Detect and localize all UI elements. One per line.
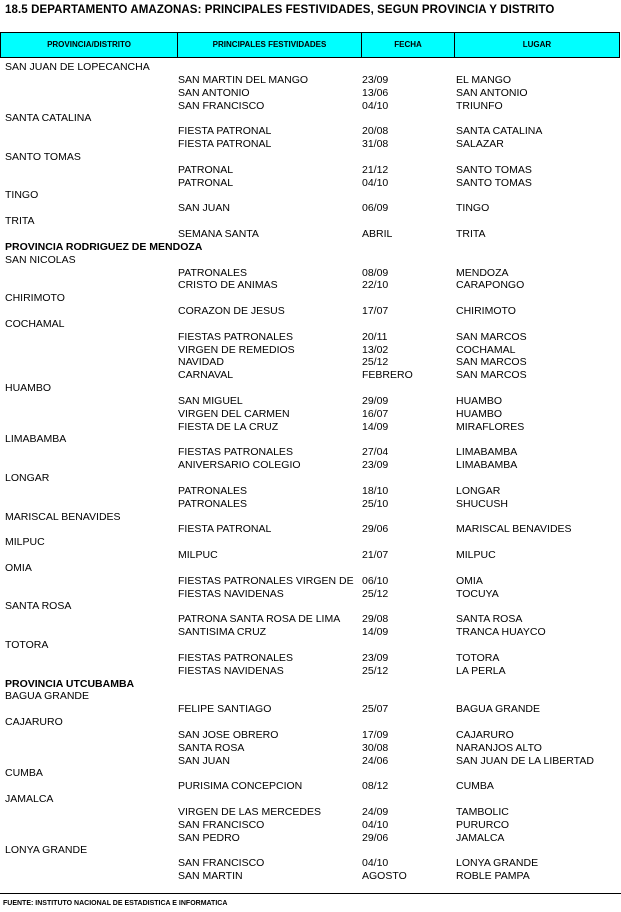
festividad-cell: CORAZON DE JESUS [178, 305, 285, 318]
district-name: CHIRIMOTO [5, 292, 65, 305]
table-row [0, 164, 621, 177]
table-row [0, 369, 621, 382]
fecha-cell: 04/10 [362, 99, 389, 112]
fecha-cell: 25/12 [362, 356, 389, 369]
table-row [0, 498, 621, 511]
province-row [0, 241, 621, 254]
lugar-cell: SAN ANTONIO [456, 86, 528, 99]
festividad-cell: CARNAVAL [178, 369, 234, 382]
festividad-cell: CRISTO DE ANIMAS [178, 279, 278, 292]
table-row [0, 626, 621, 639]
fecha-cell: 04/10 [362, 818, 389, 831]
festividad-cell: NAVIDAD [178, 356, 224, 369]
lugar-cell: SAN JUAN DE LA LIBERTAD [456, 754, 594, 767]
lugar-cell: CHIRIMOTO [456, 305, 516, 318]
lugar-cell: TRANCA HUAYCO [456, 626, 546, 639]
festividad-cell: FIESTAS PATRONALES [178, 446, 293, 459]
table-row [0, 408, 621, 421]
festividad-cell: PATRONALES [178, 497, 248, 510]
fecha-cell: 23/09 [362, 459, 389, 472]
district-name: TINGO [5, 189, 39, 202]
table-row [0, 279, 621, 292]
festividad-cell: FIESTAS PATRONALES [178, 651, 293, 664]
fecha-cell: 18/10 [362, 484, 389, 497]
festividad-cell: MILPUC [178, 549, 218, 562]
header-fecha: FECHA [362, 33, 455, 57]
district-name: LONGAR [5, 472, 50, 484]
fecha-cell: 22/10 [362, 279, 389, 292]
lugar-cell: TOCUYA [456, 587, 499, 600]
lugar-cell: JAMALCA [456, 831, 505, 844]
lugar-cell: OMIA [456, 574, 483, 587]
fecha-cell: 29/06 [362, 523, 389, 536]
district-name: TOTORA [5, 638, 49, 651]
province-row [0, 678, 621, 691]
festividad-cell: SAN MIGUEL [178, 394, 243, 407]
lugar-cell: LA PERLA [456, 664, 506, 677]
fecha-cell: 23/09 [362, 651, 389, 664]
fecha-cell: 27/04 [362, 446, 389, 459]
lugar-cell: CUMBA [456, 780, 494, 793]
district-row [0, 292, 621, 305]
table-row [0, 87, 621, 100]
lugar-cell: NARANJOS ALTO [456, 741, 542, 754]
fecha-cell: ABRIL [362, 227, 393, 240]
fecha-cell: 24/09 [362, 805, 389, 818]
table-row [0, 395, 621, 408]
lugar-cell: SAN MARCOS [456, 356, 527, 369]
table-row [0, 703, 621, 716]
lugar-cell: SHUCUSH [456, 497, 508, 510]
table-row [0, 177, 621, 190]
district-name: SANTO TOMAS [5, 150, 81, 163]
lugar-cell: TRITA [456, 227, 486, 240]
district-name: LONYA GRANDE [5, 844, 88, 857]
table-row [0, 523, 621, 536]
district-row [0, 318, 621, 331]
festividad-cell: FIESTAS PATRONALES [178, 330, 293, 343]
table-row [0, 613, 621, 626]
lugar-cell: SANTO TOMAS [456, 176, 532, 189]
district-row [0, 472, 621, 485]
lugar-cell: PURURCO [456, 818, 510, 831]
table-row [0, 806, 621, 819]
fecha-cell: FEBRERO [362, 369, 413, 382]
district-name: SAN NICOLAS [5, 253, 76, 266]
fecha-cell: 20/08 [362, 125, 389, 138]
table-row [0, 421, 621, 434]
lugar-cell: TOTORA [456, 651, 500, 664]
table-row [0, 485, 621, 498]
fecha-cell: 17/09 [362, 728, 389, 741]
table-row [0, 729, 621, 742]
lugar-cell: LONGAR [456, 484, 501, 497]
table-row [0, 549, 621, 562]
district-name: MILPUC [5, 536, 45, 549]
festividad-cell: PATRONALES [178, 266, 248, 279]
fecha-cell: 13/06 [362, 86, 389, 99]
table-row [0, 459, 621, 472]
district-name: JAMALCA [5, 793, 54, 806]
festividad-cell: SANTISIMA CRUZ [178, 626, 267, 639]
festividad-cell: PURISIMA CONCEPCION [178, 780, 303, 793]
festividad-cell: SAN FRANCISCO [178, 818, 265, 831]
fecha-cell: 04/10 [362, 176, 389, 189]
district-row [0, 690, 621, 703]
district-row [0, 562, 621, 575]
fecha-cell: 14/09 [362, 420, 389, 433]
district-row [0, 112, 621, 125]
festividad-cell: PATRONALES [178, 484, 248, 497]
table-row [0, 819, 621, 832]
lugar-cell: LIMABAMBA [456, 459, 518, 472]
lugar-cell: MENDOZA [456, 266, 509, 279]
festividad-cell: PATRONAL [178, 163, 234, 176]
table-row [0, 267, 621, 280]
festividad-cell: FIESTAS NAVIDENAS [178, 664, 284, 677]
lugar-cell: CARAPONGO [456, 279, 525, 292]
festividad-cell: FIESTA PATRONAL [178, 125, 272, 138]
fecha-cell: 08/09 [362, 266, 389, 279]
fecha-cell: AGOSTO [362, 870, 407, 883]
table-row [0, 125, 621, 138]
table-row [0, 857, 621, 870]
table-row [0, 74, 621, 87]
festividad-cell: FIESTA PATRONAL [178, 138, 272, 151]
lugar-cell: LIMABAMBA [456, 446, 518, 459]
fecha-cell: 17/07 [362, 305, 389, 318]
festividad-cell: ANIVERSARIO COLEGIO [178, 459, 301, 472]
lugar-cell: TINGO [456, 202, 490, 215]
province-name: PROVINCIA UTCUBAMBA [5, 677, 135, 690]
lugar-cell: SANTA CATALINA [456, 125, 543, 138]
festividad-cell: VIRGEN DE LAS MERCEDES [178, 805, 321, 818]
district-name: CUMBA [5, 767, 43, 780]
table-row [0, 780, 621, 793]
lugar-cell: MIRAFLORES [456, 420, 525, 433]
fecha-cell: 25/10 [362, 497, 389, 510]
lugar-cell: CAJARURO [456, 728, 514, 741]
festividad-cell: VIRGEN DEL CARMEN [178, 407, 290, 420]
district-row [0, 767, 621, 780]
district-row [0, 600, 621, 613]
lugar-cell: LONYA GRANDE [456, 857, 539, 870]
fecha-cell: 30/08 [362, 741, 389, 754]
district-row [0, 215, 621, 228]
table-row [0, 665, 621, 678]
lugar-cell: SANTO TOMAS [456, 163, 532, 176]
lugar-cell: HUAMBO [456, 394, 503, 407]
festividad-cell: SANTA ROSA [178, 741, 245, 754]
district-row [0, 382, 621, 395]
fecha-cell: 04/10 [362, 857, 389, 870]
district-row [0, 716, 621, 729]
lugar-cell: HUAMBO [456, 407, 503, 420]
fecha-cell: 24/06 [362, 754, 389, 767]
fecha-cell: 21/12 [362, 163, 389, 176]
table-row [0, 202, 621, 215]
table-row [0, 755, 621, 768]
festividad-cell: SAN PEDRO [178, 831, 240, 844]
fecha-cell: 29/06 [362, 831, 389, 844]
festividad-cell: FIESTAS NAVIDENAS [178, 587, 284, 600]
lugar-cell: ROBLE PAMPA [456, 870, 530, 883]
lugar-cell: MARISCAL BENAVIDES [456, 523, 572, 536]
lugar-cell: TAMBOLIC [456, 805, 509, 818]
fecha-cell: 29/08 [362, 613, 389, 626]
fecha-cell: 20/11 [362, 330, 388, 343]
lugar-cell: COCHAMAL [456, 343, 516, 356]
district-row [0, 536, 621, 549]
district-name: COCHAMAL [5, 317, 65, 330]
district-row [0, 254, 621, 267]
fecha-cell: 25/12 [362, 664, 389, 677]
lugar-cell: SAN MARCOS [456, 330, 527, 343]
table-row [0, 832, 621, 845]
festividad-cell: SAN MARTIN DEL MANGO [178, 73, 309, 86]
festividad-cell: SAN MARTIN [178, 870, 243, 883]
header-festividades: PRINCIPALES FESTIVIDADES [178, 33, 362, 57]
table-row [0, 356, 621, 369]
festividad-cell: SAN JUAN [178, 754, 230, 767]
festividad-cell: VIRGEN DE REMEDIOS [178, 343, 295, 356]
district-name: MARISCAL BENAVIDES [5, 510, 121, 523]
festividad-cell: SEMANA SANTA [178, 227, 259, 240]
lugar-cell: SAN MARCOS [456, 369, 527, 382]
table-row [0, 446, 621, 459]
district-row [0, 189, 621, 202]
table-header [0, 32, 620, 58]
district-name: HUAMBO [5, 382, 52, 395]
table-row [0, 305, 621, 318]
festividad-cell: SAN ANTONIO [178, 86, 250, 99]
table-row [0, 344, 621, 357]
lugar-cell: TRIUNFO [456, 99, 503, 112]
festividad-cell: SAN JUAN [178, 202, 230, 215]
lugar-cell: EL MANGO [456, 73, 512, 86]
district-name: TRITA [5, 215, 35, 228]
lugar-cell: MILPUC [456, 549, 496, 562]
district-row [0, 793, 621, 806]
table-row [0, 228, 621, 241]
fecha-cell: 23/09 [362, 73, 389, 86]
fecha-cell: 06/09 [362, 202, 389, 215]
fecha-cell: 16/07 [362, 407, 389, 420]
table-row [0, 575, 621, 588]
table-row [0, 870, 621, 883]
fecha-cell: 21/07 [362, 549, 389, 562]
festividad-cell: FELIPE SANTIAGO [178, 703, 272, 716]
district-row [0, 844, 621, 857]
lugar-cell: BAGUA GRANDE [456, 703, 541, 716]
festividad-cell: PATRONAL [178, 176, 234, 189]
footer-divider [0, 893, 621, 894]
district-name: SANTA CATALINA [5, 112, 92, 125]
fecha-cell: 25/07 [362, 703, 389, 716]
table-row [0, 742, 621, 755]
fecha-cell: 14/09 [362, 626, 389, 639]
district-row [0, 511, 621, 524]
district-name: BAGUA GRANDE [5, 690, 90, 703]
festividad-cell: FIESTAS PATRONALES VIRGEN DE [178, 574, 354, 587]
fecha-cell: 29/09 [362, 394, 389, 407]
table-body [0, 61, 621, 883]
district-row [0, 639, 621, 652]
festividad-cell: SAN FRANCISCO [178, 99, 265, 112]
table-row [0, 100, 621, 113]
fecha-cell: 25/12 [362, 587, 389, 600]
district-row [0, 151, 621, 164]
festividad-cell: SAN FRANCISCO [178, 857, 265, 870]
fecha-cell: 31/08 [362, 138, 389, 151]
district-name: LIMABAMBA [5, 433, 67, 446]
festividad-cell: FIESTA PATRONAL [178, 523, 272, 536]
lugar-cell: SALAZAR [456, 138, 504, 151]
district-name: OMIA [5, 561, 32, 574]
header-provincia-distrito: PROVINCIA/DISTRITO [1, 33, 178, 57]
district-row [0, 433, 621, 446]
fecha-cell: 08/12 [362, 780, 389, 793]
table-row [0, 588, 621, 601]
header-lugar: LUGAR [522, 40, 552, 49]
festividad-cell: PATRONA SANTA ROSA DE LIMA [178, 613, 341, 626]
district-row [0, 61, 621, 74]
fecha-cell: 06/10 [362, 574, 389, 587]
table-row [0, 331, 621, 344]
page-title: 18.5 DEPARTAMENTO AMAZONAS: PRINCIPALES FESTIVIDADES, SEGUN PROVINCIA Y DISTRITO [5, 4, 555, 16]
festividad-cell: FIESTA DE LA CRUZ [178, 420, 279, 433]
fecha-cell: 13/02 [362, 343, 389, 356]
province-name: PROVINCIA RODRIGUEZ DE MENDOZA [5, 240, 203, 253]
table-row [0, 138, 621, 151]
festividad-cell: SAN JOSE OBRERO [178, 728, 279, 741]
district-name: SAN JUAN DE LOPECANCHA [5, 61, 150, 73]
table-row [0, 652, 621, 665]
source-note: FUENTE: INSTITUTO NACIONAL DE ESTADISTICA E INFORMATICA [3, 900, 228, 907]
district-name: CAJARURO [5, 716, 63, 729]
lugar-cell: SANTA ROSA [456, 613, 523, 626]
district-name: SANTA ROSA [5, 600, 72, 613]
